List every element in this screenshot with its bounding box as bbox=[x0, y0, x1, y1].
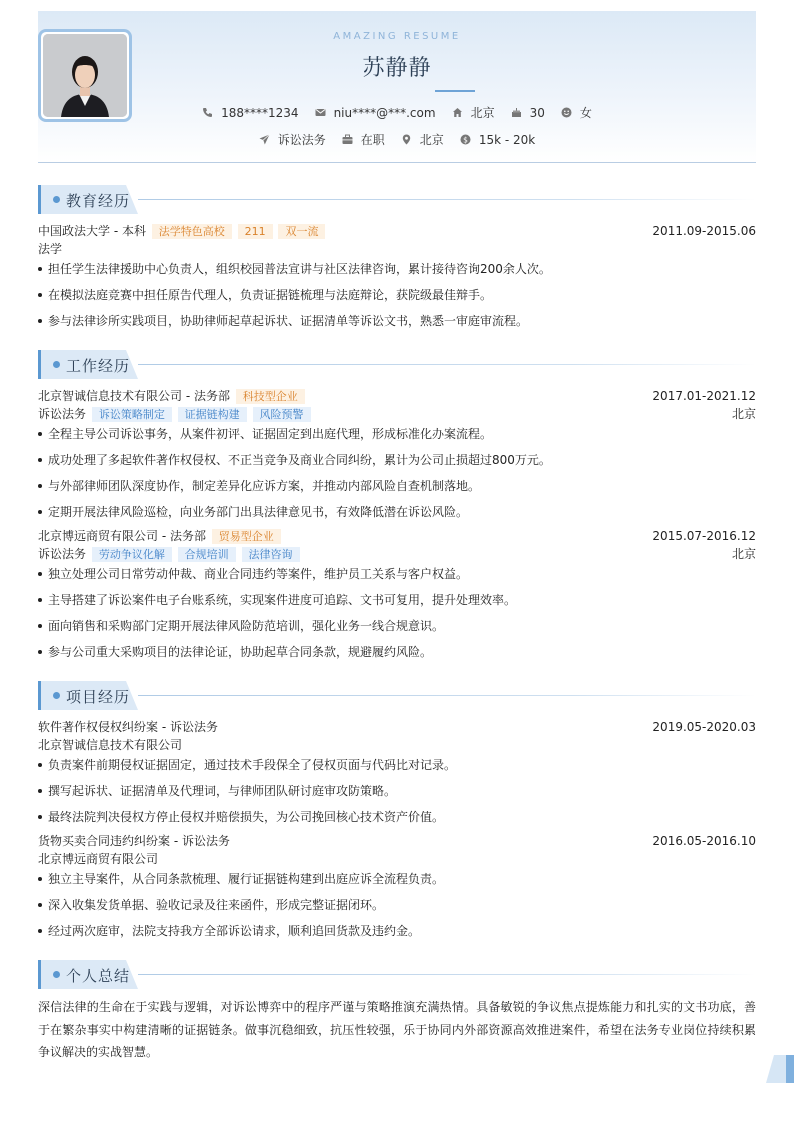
list-item: 负责案件前期侵权证据固定，通过技术手段保全了侵权页面与代码比对记录。 bbox=[38, 757, 756, 773]
project-org: 北京智诚信息技术有限公司 bbox=[38, 738, 183, 752]
project-date: 2016.05-2016.10 bbox=[652, 834, 756, 848]
education-entry-header bbox=[38, 223, 756, 239]
skill-tag: 证据链构建 bbox=[178, 407, 247, 422]
job-role: 诉讼法务 bbox=[38, 547, 87, 561]
list-item: 经过两次庭审，法院支持我方全部诉讼请求，顺利追回货款及违约金。 bbox=[38, 923, 756, 939]
location-pin-icon bbox=[401, 134, 412, 145]
salary-item bbox=[460, 133, 535, 147]
list-item: 成功处理了多起软件著作权侵权、不正当竞争及商业合同纠纷，累计为公司止损超过800万元。 bbox=[38, 452, 756, 468]
list-item: 最终法院判决侵权方停止侵权并赔偿损失，为公司挽回核心技术资产价值。 bbox=[38, 809, 756, 825]
city-text: 北京 bbox=[419, 133, 444, 147]
smile-icon bbox=[561, 107, 572, 118]
school-name: 中国政法大学 - 本科 bbox=[38, 224, 146, 238]
education-date: 2011.09-2015.06 bbox=[652, 224, 756, 238]
list-item: 在模拟法庭竞赛中担任原告代理人，负责证据链梳理与法庭辩论，获院级最佳辩手。 bbox=[38, 287, 756, 303]
phone-icon bbox=[202, 107, 213, 118]
project-title: 货物买卖合同违约纠纷案 - 诉讼法务 bbox=[38, 834, 230, 848]
list-item: 参与公司重大采购项目的法律论证，协助起草合同条款，规避履约风险。 bbox=[38, 644, 756, 660]
job-intent-row bbox=[38, 131, 756, 148]
section-title: 项目经历 bbox=[66, 688, 131, 706]
age-text: 30 bbox=[529, 105, 545, 120]
company-tag: 科技型企业 bbox=[236, 389, 305, 404]
school-tag: 211 bbox=[238, 224, 273, 239]
list-item: 深入收集发货单据、验收记录及往来函件，形成完整证据闭环。 bbox=[38, 897, 756, 913]
company-name: 北京博远商贸有限公司 - 法务部 bbox=[38, 529, 206, 543]
section-divider bbox=[138, 974, 756, 975]
projects-section-header bbox=[38, 681, 756, 711]
list-item: 定期开展法律风险巡检，向业务部门出具法律意见书，有效降低潜在诉讼风险。 bbox=[38, 504, 756, 520]
company-tag: 贸易型企业 bbox=[212, 529, 281, 544]
section-title: 工作经历 bbox=[66, 357, 131, 375]
cake-icon bbox=[511, 107, 522, 118]
school-tag: 法学特色高校 bbox=[152, 224, 232, 239]
skill-tag: 劳动争议化解 bbox=[92, 547, 172, 562]
section-title: 个人总结 bbox=[66, 967, 131, 985]
list-item: 担任学生法律援助中心负责人，组织校园普法宣讲与社区法律咨询，累计接待咨询200余人次。 bbox=[38, 261, 756, 277]
salary-text: 15k - 20k bbox=[478, 132, 536, 147]
city-item bbox=[401, 131, 444, 148]
job-role: 诉讼法务 bbox=[38, 407, 87, 421]
gender-item bbox=[561, 104, 592, 121]
work-entry-header bbox=[38, 388, 756, 404]
section-divider bbox=[138, 199, 756, 200]
work-date: 2015.07-2016.12 bbox=[652, 529, 756, 543]
education-section-header bbox=[38, 185, 756, 215]
work-role-row bbox=[38, 406, 756, 422]
candidate-name: 苏静静 bbox=[362, 56, 432, 81]
summary-section-header bbox=[38, 960, 756, 990]
status-item bbox=[342, 131, 385, 148]
hometown-text: 北京 bbox=[470, 106, 495, 120]
mail-icon bbox=[315, 107, 326, 118]
position-item bbox=[259, 131, 326, 148]
list-item: 全程主导公司诉讼事务，从案件初评、证据固定到出庭代理，形成标准化办案流程。 bbox=[38, 426, 756, 442]
header-tagline: AMAZING RESUME bbox=[333, 31, 461, 42]
position-text: 诉讼法务 bbox=[277, 133, 326, 147]
section-divider bbox=[138, 364, 756, 365]
school-tag: 双一流 bbox=[278, 224, 325, 239]
email-text: niu****@***.com bbox=[333, 105, 436, 120]
project-title: 软件著作权侵权纠纷案 - 诉讼法务 bbox=[38, 720, 218, 734]
list-item: 参与法律诊所实践项目，协助律师起草起诉状、证据清单等诉讼文书，熟悉一审庭审流程。 bbox=[38, 313, 756, 329]
list-item: 主导搭建了诉讼案件电子台账系统，实现案件进度可追踪、文书可复用，提升处理效率。 bbox=[38, 592, 756, 608]
list-item: 独立主导案件，从合同条款梳理、履行证据链构建到出庭应诉全流程负责。 bbox=[38, 871, 756, 887]
work-date: 2017.01-2021.12 bbox=[652, 389, 756, 403]
section-dot bbox=[53, 971, 60, 978]
education-major: 法学 bbox=[38, 242, 63, 256]
money-icon bbox=[460, 134, 471, 145]
list-item: 与外部律师团队深度协作，制定差异化应诉方案，并推动内部风险自查机制落地。 bbox=[38, 478, 756, 494]
section-dot bbox=[53, 361, 60, 368]
age-item bbox=[511, 106, 545, 120]
corner-accent bbox=[786, 1055, 794, 1083]
work-section-header bbox=[38, 350, 756, 380]
skill-tag: 诉讼策略制定 bbox=[92, 407, 172, 422]
resume-header bbox=[38, 11, 756, 163]
section-divider bbox=[138, 695, 756, 696]
project-org: 北京博远商贸有限公司 bbox=[38, 852, 159, 866]
gender-text: 女 bbox=[579, 106, 592, 120]
briefcase-icon bbox=[342, 134, 353, 145]
svg-text:$: $ bbox=[462, 135, 468, 145]
contact-row bbox=[38, 104, 756, 121]
company-name: 北京智诚信息技术有限公司 - 法务部 bbox=[38, 389, 230, 403]
status-text: 在职 bbox=[360, 133, 385, 147]
work-entry-header bbox=[38, 528, 756, 544]
name-underline bbox=[435, 90, 475, 92]
list-item: 面向销售和采购部门定期开展法律风险防范培训，强化业务一线合规意识。 bbox=[38, 618, 756, 634]
home-icon bbox=[452, 107, 463, 118]
send-icon bbox=[259, 134, 270, 145]
project-entry-header bbox=[38, 719, 756, 735]
section-dot bbox=[53, 196, 60, 203]
skill-tag: 风险预警 bbox=[253, 407, 311, 422]
list-item: 撰写起诉状、证据清单及代理词，与律师团队研讨庭审攻防策略。 bbox=[38, 783, 756, 799]
phone-text: 188****1234 bbox=[221, 105, 299, 120]
work-location: 北京 bbox=[731, 547, 756, 561]
hometown-item bbox=[452, 104, 495, 121]
skill-tag: 合规培训 bbox=[178, 547, 236, 562]
phone-item bbox=[202, 106, 298, 120]
project-date: 2019.05-2020.03 bbox=[652, 720, 756, 734]
summary-text: 深信法律的生命在于实践与逻辑，对诉讼博弈中的程序严谨与策略推演充满热情。具备敏锐的争议焦点提炼能力和扎实的文书功底，善于在繁杂事实中构建清晰的证据链条。做事沉稳细致，抗压性较强，乐于协同内外部资源高效推进案件，希望在法务专业岗位持续积累争议解决的实战智慧。 bbox=[38, 1000, 756, 1059]
skill-tag: 法律咨询 bbox=[242, 547, 300, 562]
section-title: 教育经历 bbox=[66, 192, 131, 210]
section-dot bbox=[53, 692, 60, 699]
email-item bbox=[315, 106, 436, 120]
work-role-row bbox=[38, 546, 756, 562]
work-location: 北京 bbox=[731, 407, 756, 421]
project-entry-header bbox=[38, 833, 756, 849]
list-item: 独立处理公司日常劳动仲裁、商业合同违约等案件，维护员工关系与客户权益。 bbox=[38, 566, 756, 582]
